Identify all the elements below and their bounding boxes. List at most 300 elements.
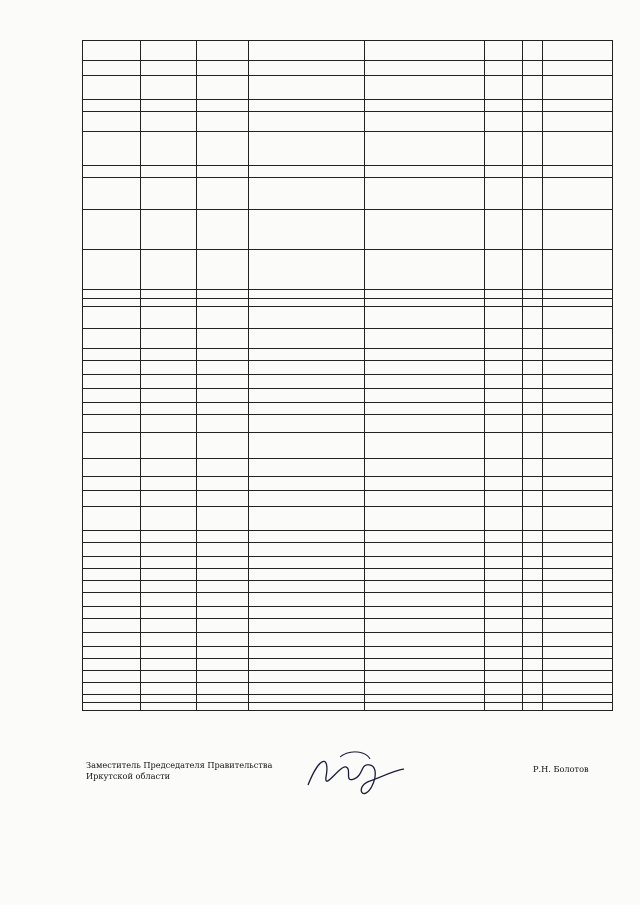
table-cell: [249, 647, 365, 659]
table-cell: [365, 375, 485, 389]
table-cell: [365, 389, 485, 403]
table-cell: [197, 329, 249, 349]
table-row: [83, 299, 613, 307]
table-cell: [83, 659, 141, 671]
table-cell: [485, 112, 523, 132]
table-cell: [523, 290, 543, 299]
table-cell: [249, 61, 365, 76]
table-row: [83, 703, 613, 711]
table-cell: [485, 76, 523, 100]
table-cell: [83, 349, 141, 361]
table-row: [83, 659, 613, 671]
table-row: [83, 349, 613, 361]
table-cell: [141, 569, 197, 581]
table-cell: [523, 76, 543, 100]
table-cell: [141, 290, 197, 299]
table-cell: [365, 671, 485, 683]
handwritten-signature-icon: [300, 745, 410, 800]
table-cell: [485, 403, 523, 415]
table-row: [83, 619, 613, 633]
table-cell: [249, 703, 365, 711]
table-cell: [141, 166, 197, 178]
table-cell: [197, 250, 249, 290]
table-cell: [543, 619, 613, 633]
table-cell: [485, 459, 523, 477]
table-cell: [83, 543, 141, 557]
table-cell: [543, 76, 613, 100]
table-cell: [141, 671, 197, 683]
table-cell: [197, 569, 249, 581]
table-row: [83, 166, 613, 178]
table-cell: [141, 375, 197, 389]
table-cell: [543, 433, 613, 459]
table-cell: [543, 349, 613, 361]
table-cell: [365, 361, 485, 375]
table-cell: [197, 299, 249, 307]
table-cell: [543, 100, 613, 112]
table-cell: [485, 593, 523, 607]
table-cell: [197, 61, 249, 76]
table-cell: [543, 531, 613, 543]
table-body: [83, 41, 613, 711]
table-cell: [197, 307, 249, 329]
table-cell: [197, 389, 249, 403]
table-cell: [83, 671, 141, 683]
table-row: [83, 569, 613, 581]
table-cell: [485, 329, 523, 349]
table-cell: [365, 299, 485, 307]
table-cell: [523, 633, 543, 647]
table-cell: [141, 100, 197, 112]
table-cell: [141, 659, 197, 671]
table-cell: [83, 569, 141, 581]
table-cell: [141, 389, 197, 403]
table-cell: [197, 507, 249, 531]
table-row: [83, 557, 613, 569]
table-cell: [141, 593, 197, 607]
table-cell: [249, 132, 365, 166]
table-cell: [83, 76, 141, 100]
table-cell: [249, 100, 365, 112]
table-cell: [197, 619, 249, 633]
table-cell: [543, 61, 613, 76]
table-cell: [523, 459, 543, 477]
table-cell: [543, 389, 613, 403]
table-cell: [365, 543, 485, 557]
table-cell: [523, 132, 543, 166]
table-row: [83, 433, 613, 459]
table-cell: [485, 491, 523, 507]
table-cell: [365, 491, 485, 507]
table-cell: [543, 415, 613, 433]
table-cell: [197, 593, 249, 607]
table-cell: [141, 76, 197, 100]
table-cell: [141, 507, 197, 531]
table-cell: [141, 543, 197, 557]
table-cell: [83, 695, 141, 703]
table-cell: [543, 477, 613, 491]
table-cell: [523, 307, 543, 329]
table-cell: [523, 433, 543, 459]
table-cell: [141, 132, 197, 166]
table-cell: [365, 703, 485, 711]
table-cell: [365, 477, 485, 491]
table-cell: [83, 507, 141, 531]
table-cell: [249, 671, 365, 683]
table-cell: [83, 619, 141, 633]
table-cell: [543, 683, 613, 695]
table-cell: [197, 695, 249, 703]
table-cell: [543, 703, 613, 711]
table-cell: [365, 647, 485, 659]
table-cell: [485, 671, 523, 683]
table-row: [83, 647, 613, 659]
table-cell: [197, 290, 249, 299]
table-cell: [543, 375, 613, 389]
table-cell: [197, 178, 249, 210]
table-cell: [485, 250, 523, 290]
table-cell: [83, 307, 141, 329]
table-cell: [485, 543, 523, 557]
table-cell: [523, 403, 543, 415]
table-row: [83, 491, 613, 507]
table-cell: [249, 178, 365, 210]
table-cell: [543, 403, 613, 415]
table-cell: [83, 210, 141, 250]
table-cell: [197, 491, 249, 507]
table-cell: [249, 76, 365, 100]
table-cell: [543, 250, 613, 290]
table-cell: [197, 166, 249, 178]
table-cell: [141, 433, 197, 459]
table-cell: [197, 659, 249, 671]
table-cell: [83, 375, 141, 389]
table-cell: [365, 659, 485, 671]
table-cell: [141, 607, 197, 619]
table-cell: [543, 178, 613, 210]
table-cell: [249, 683, 365, 695]
table-row: [83, 633, 613, 647]
table-cell: [365, 695, 485, 703]
table-cell: [197, 76, 249, 100]
table-cell: [365, 607, 485, 619]
table-cell: [141, 703, 197, 711]
table-cell: [197, 403, 249, 415]
table-cell: [365, 415, 485, 433]
table-cell: [83, 132, 141, 166]
table-cell: [249, 633, 365, 647]
table-cell: [141, 647, 197, 659]
table-cell: [485, 433, 523, 459]
table-cell: [485, 569, 523, 581]
table-cell: [141, 250, 197, 290]
table-cell: [83, 403, 141, 415]
table-cell: [543, 329, 613, 349]
table-cell: [141, 403, 197, 415]
table-cell: [523, 250, 543, 290]
table-cell: [141, 415, 197, 433]
table-cell: [485, 132, 523, 166]
table-row: [83, 403, 613, 415]
table-cell: [543, 647, 613, 659]
table-cell: [249, 619, 365, 633]
table-cell: [543, 557, 613, 569]
table-cell: [83, 178, 141, 210]
table-cell: [523, 683, 543, 695]
table-cell: [249, 581, 365, 593]
table-cell: [141, 683, 197, 695]
table-cell: [141, 61, 197, 76]
table-cell: [249, 491, 365, 507]
table-cell: [523, 557, 543, 569]
table-cell: [141, 633, 197, 647]
table-cell: [523, 41, 543, 61]
table-cell: [197, 557, 249, 569]
table-row: [83, 531, 613, 543]
table-cell: [365, 531, 485, 543]
table-cell: [485, 349, 523, 361]
table-cell: [249, 375, 365, 389]
table-cell: [485, 389, 523, 403]
table-cell: [523, 607, 543, 619]
table-cell: [485, 683, 523, 695]
table-cell: [249, 415, 365, 433]
table-cell: [523, 647, 543, 659]
table-cell: [249, 250, 365, 290]
table-cell: [249, 459, 365, 477]
table-cell: [197, 543, 249, 557]
table-cell: [543, 307, 613, 329]
table-cell: [365, 349, 485, 361]
table-cell: [83, 61, 141, 76]
table-cell: [365, 619, 485, 633]
table-cell: [365, 76, 485, 100]
table-cell: [543, 41, 613, 61]
table-cell: [83, 329, 141, 349]
table-cell: [83, 100, 141, 112]
table-cell: [523, 166, 543, 178]
table-cell: [543, 166, 613, 178]
table-cell: [485, 633, 523, 647]
table-cell: [485, 507, 523, 531]
table-cell: [485, 361, 523, 375]
table-cell: [523, 61, 543, 76]
table-cell: [485, 581, 523, 593]
table-cell: [249, 543, 365, 557]
table-cell: [543, 210, 613, 250]
table-cell: [485, 166, 523, 178]
table-cell: [365, 100, 485, 112]
table-cell: [83, 477, 141, 491]
table-cell: [249, 477, 365, 491]
table-cell: [523, 543, 543, 557]
table-cell: [523, 695, 543, 703]
table-row: [83, 178, 613, 210]
table-cell: [365, 683, 485, 695]
roads-table: [82, 40, 613, 711]
table-row: [83, 459, 613, 477]
table-cell: [197, 41, 249, 61]
table-cell: [197, 459, 249, 477]
table-cell: [83, 593, 141, 607]
table-cell: [249, 361, 365, 375]
table-cell: [485, 210, 523, 250]
table-cell: [141, 695, 197, 703]
table-cell: [83, 703, 141, 711]
table-cell: [543, 491, 613, 507]
table-row: [83, 112, 613, 132]
table-cell: [485, 557, 523, 569]
table-row: [83, 683, 613, 695]
table-cell: [523, 703, 543, 711]
table-cell: [523, 593, 543, 607]
table-cell: [197, 633, 249, 647]
table-cell: [543, 290, 613, 299]
table-cell: [83, 389, 141, 403]
table-cell: [197, 210, 249, 250]
table-cell: [485, 299, 523, 307]
table-cell: [523, 477, 543, 491]
table-cell: [485, 41, 523, 61]
table-cell: [543, 695, 613, 703]
table-cell: [197, 112, 249, 132]
table-cell: [83, 633, 141, 647]
table-cell: [365, 250, 485, 290]
table-cell: [141, 619, 197, 633]
table-cell: [365, 403, 485, 415]
table-cell: [365, 433, 485, 459]
table-cell: [485, 375, 523, 389]
table-row: [83, 389, 613, 403]
table-row: [83, 250, 613, 290]
table-cell: [83, 531, 141, 543]
table-cell: [197, 132, 249, 166]
table-cell: [485, 415, 523, 433]
table-cell: [249, 531, 365, 543]
table-cell: [485, 178, 523, 210]
table-cell: [197, 671, 249, 683]
table-cell: [365, 329, 485, 349]
table-cell: [543, 633, 613, 647]
table-row: [83, 210, 613, 250]
table-cell: [485, 659, 523, 671]
table-cell: [523, 375, 543, 389]
table-cell: [365, 178, 485, 210]
table-row: [83, 543, 613, 557]
table-cell: [141, 41, 197, 61]
table-cell: [83, 607, 141, 619]
table-cell: [249, 389, 365, 403]
table-cell: [523, 671, 543, 683]
table-cell: [141, 349, 197, 361]
table-cell: [83, 647, 141, 659]
table-cell: [485, 703, 523, 711]
table-cell: [523, 569, 543, 581]
table-cell: [83, 361, 141, 375]
table-cell: [523, 361, 543, 375]
table-row: [83, 76, 613, 100]
table-cell: [83, 415, 141, 433]
table-cell: [249, 507, 365, 531]
table-cell: [365, 633, 485, 647]
signer-title-line1: Заместитель Председателя Правительства: [86, 760, 273, 770]
table-cell: [543, 659, 613, 671]
table-cell: [365, 166, 485, 178]
table-row: [83, 593, 613, 607]
table-cell: [197, 703, 249, 711]
table-cell: [485, 477, 523, 491]
table-cell: [141, 210, 197, 250]
table-cell: [141, 178, 197, 210]
table-cell: [141, 557, 197, 569]
table-cell: [83, 166, 141, 178]
table-cell: [83, 250, 141, 290]
table-cell: [141, 307, 197, 329]
table-cell: [543, 569, 613, 581]
table-cell: [365, 581, 485, 593]
table-cell: [197, 607, 249, 619]
table-row: [83, 41, 613, 61]
table-cell: [523, 619, 543, 633]
table-cell: [197, 100, 249, 112]
table-cell: [523, 100, 543, 112]
table-cell: [141, 531, 197, 543]
table-cell: [249, 290, 365, 299]
table-row: [83, 307, 613, 329]
table-cell: [523, 349, 543, 361]
table-cell: [543, 299, 613, 307]
table-cell: [141, 299, 197, 307]
table-row: [83, 100, 613, 112]
table-cell: [523, 491, 543, 507]
table-cell: [83, 112, 141, 132]
table-cell: [249, 307, 365, 329]
table-cell: [523, 659, 543, 671]
table-cell: [543, 459, 613, 477]
table-cell: [365, 557, 485, 569]
table-cell: [365, 459, 485, 477]
table-cell: [197, 647, 249, 659]
table-cell: [485, 531, 523, 543]
table-row: [83, 375, 613, 389]
table-cell: [249, 557, 365, 569]
table-cell: [365, 41, 485, 61]
table-row: [83, 581, 613, 593]
table-cell: [365, 593, 485, 607]
table-cell: [523, 507, 543, 531]
table-row: [83, 507, 613, 531]
table-cell: [249, 433, 365, 459]
table-cell: [249, 329, 365, 349]
table-cell: [83, 683, 141, 695]
table-row: [83, 132, 613, 166]
table-cell: [523, 581, 543, 593]
table-cell: [249, 166, 365, 178]
table-cell: [365, 507, 485, 531]
table-cell: [249, 695, 365, 703]
table-cell: [365, 569, 485, 581]
table-cell: [249, 112, 365, 132]
table-cell: [365, 61, 485, 76]
table-cell: [83, 41, 141, 61]
table-row: [83, 415, 613, 433]
table-cell: [197, 349, 249, 361]
table-cell: [141, 491, 197, 507]
table-row: [83, 671, 613, 683]
table-cell: [543, 361, 613, 375]
table-cell: [543, 581, 613, 593]
table-cell: [485, 290, 523, 299]
